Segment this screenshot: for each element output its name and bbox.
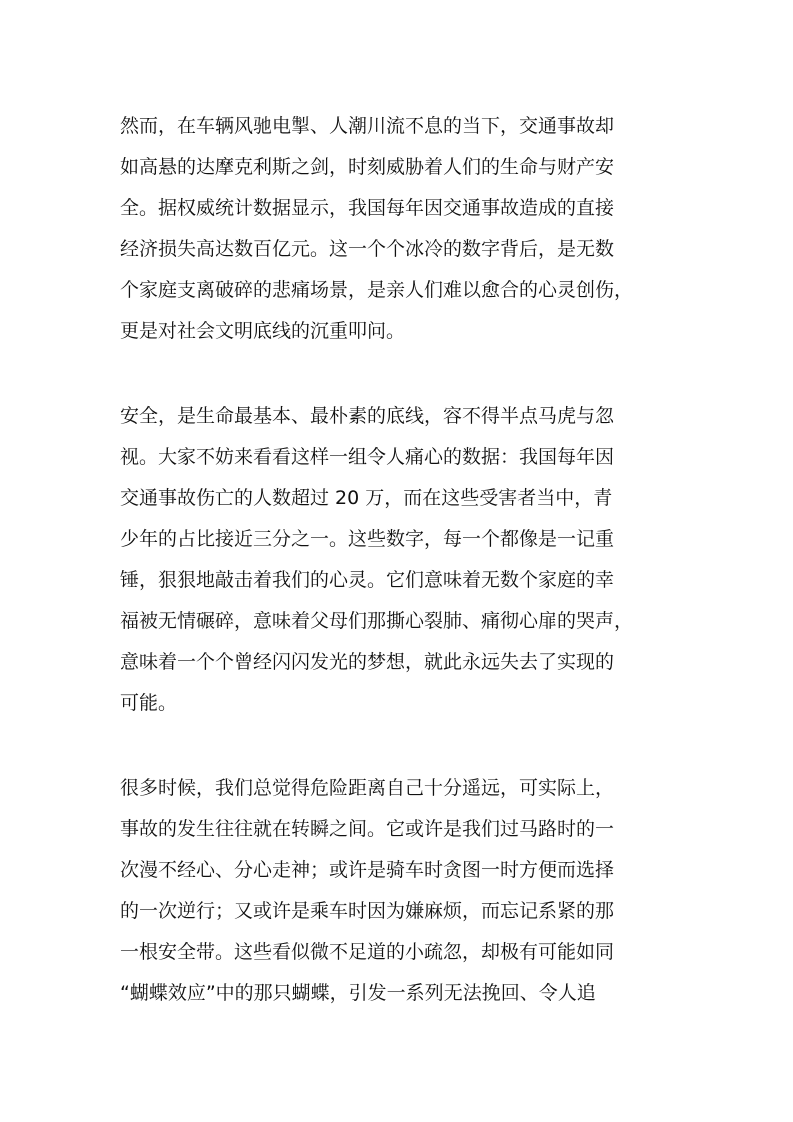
paragraph-line: 全。据权威统计数据显示，我国每年因交通事故造成的直接 [120, 197, 615, 219]
paragraph-line: 可能。 [120, 692, 178, 714]
paragraph-line: 的一次逆行；又或许是乘车时因为嫌麻烦，而忘记系紧的那 [120, 900, 615, 922]
paragraph-3 [120, 768, 680, 1014]
paragraph-line: 很多时候，我们总觉得危险距离自己十分遥远，可实际上， [120, 777, 615, 799]
paragraph-line: 经济损失高达数百亿元。这一个个冰冷的数字背后，是无数 [120, 238, 615, 260]
paragraph-line: 少年的占比接近三分之一。这些数字，每一个都像是一记重 [120, 528, 615, 550]
paragraph-line: “蝴蝶效应”中的那只蝴蝶，引发一系列无法挽回、令人追 [120, 982, 596, 1004]
paragraph-line: 如高悬的达摩克利斯之剑，时刻威胁着人们的生命与财产安 [120, 156, 615, 178]
paragraph-line: 一根安全带。这些看似微不足道的小疏忽，却极有可能如同 [120, 941, 615, 963]
paragraph-line: 次漫不经心、分心走神；或许是骑车时贪图一时方便而选择 [120, 859, 615, 881]
paragraph-line: 安全，是生命最基本、最朴素的底线，容不得半点马虎与忽 [120, 405, 615, 427]
paragraph-1 [120, 106, 680, 352]
paragraph-line: 福被无情碾碎，意味着父母们那撕心裂肺、痛彻心扉的哭声， [120, 610, 634, 632]
paragraph-line: 锤，狠狠地敲击着我们的心灵。它们意味着无数个家庭的幸 [120, 569, 615, 591]
paragraph-line: 更是对社会文明底线的沉重叩问。 [120, 320, 406, 342]
paragraph-line: 交通事故伤亡的人数超过 20 万，而在这些受害者当中，青 [120, 487, 613, 509]
paragraph-line: 个家庭支离破碎的悲痛场景，是亲人们难以愈合的心灵创伤， [120, 279, 634, 301]
paragraph-2 [120, 396, 680, 724]
paragraph-line: 事故的发生往往就在转瞬之间。它或许是我们过马路时的一 [120, 818, 615, 840]
paragraph-line: 然而，在车辆风驰电掣、人潮川流不息的当下，交通事故却 [120, 115, 615, 137]
paragraph-line: 意味着一个个曾经闪闪发光的梦想，就此永远失去了实现的 [120, 651, 615, 673]
paragraph-line: 视。大家不妨来看看这样一组令人痛心的数据：我国每年因 [120, 446, 615, 468]
